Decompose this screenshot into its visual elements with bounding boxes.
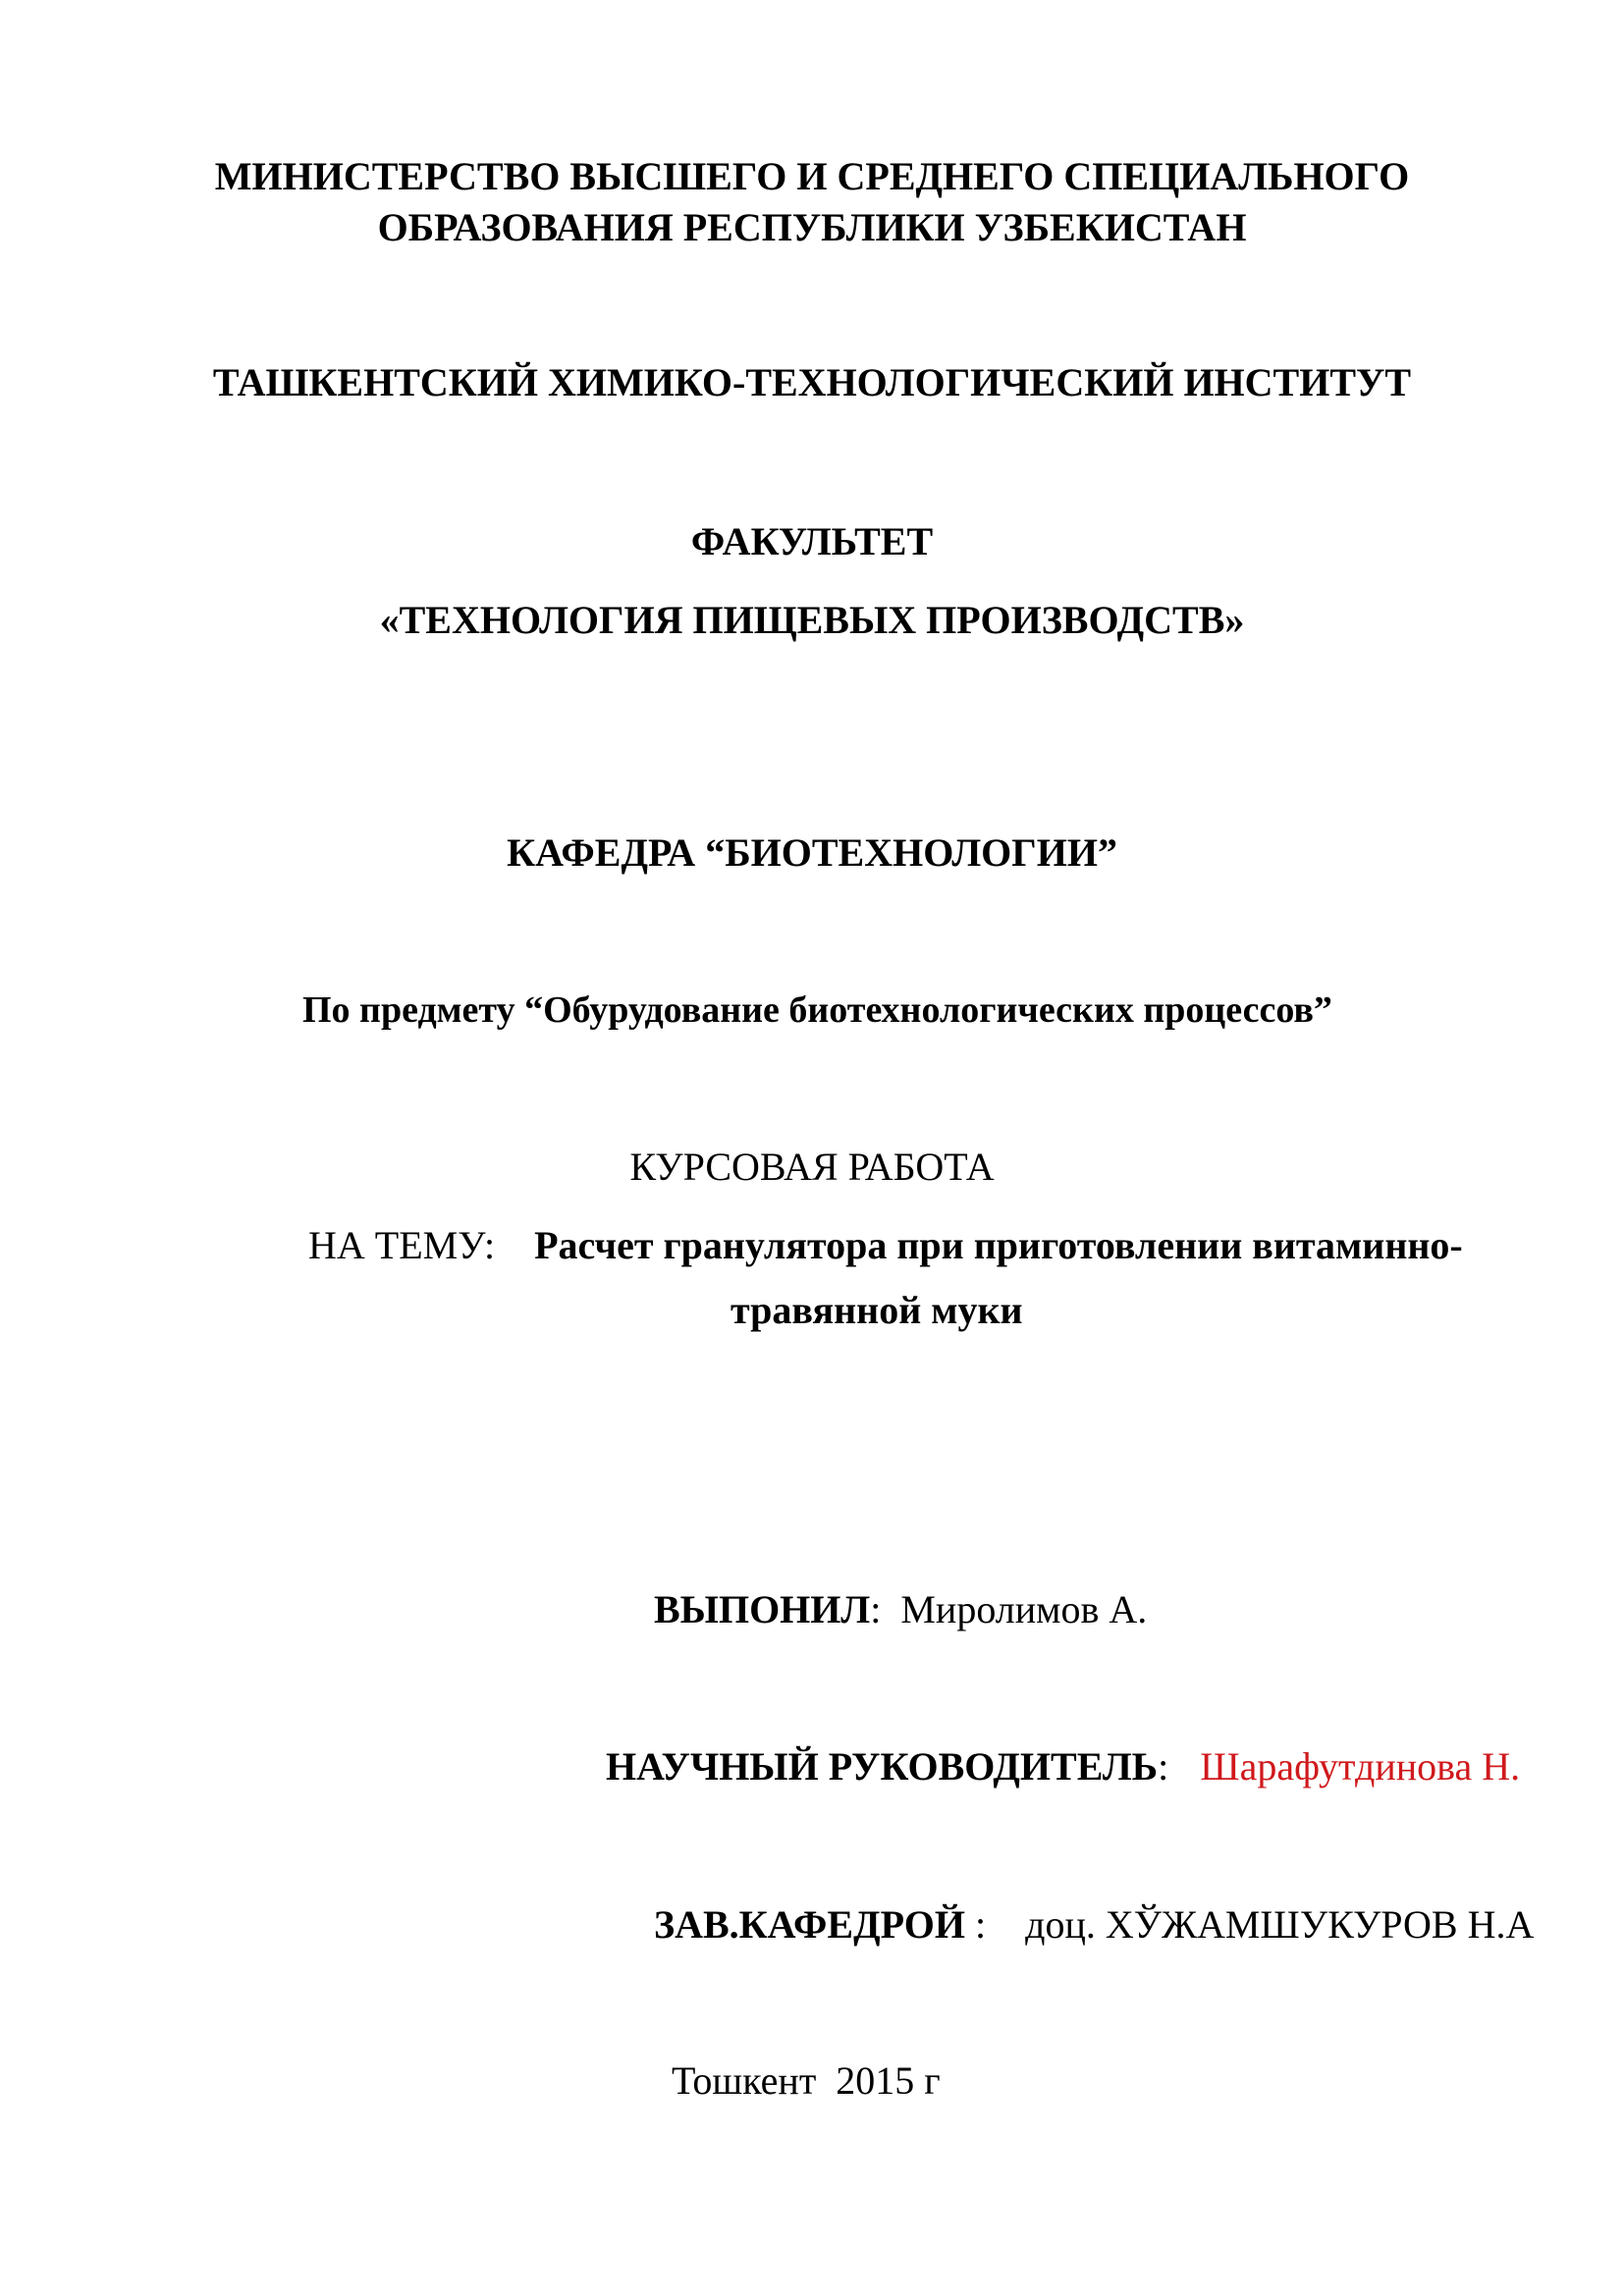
department-name: КАФЕДРА “БИОТЕХНОЛОГИИ” xyxy=(507,830,1117,875)
faculty-label: ФАКУЛЬТЕТ xyxy=(690,519,934,563)
author-separator: : xyxy=(870,1587,882,1631)
author-label: ВЫПОНИЛ xyxy=(654,1587,871,1631)
supervisor-separator: : xyxy=(1158,1744,1169,1789)
faculty-name: «ТЕХНОЛОГИЯ ПИЩЕВЫХ ПРОИЗВОДСТВ» xyxy=(379,598,1245,642)
author-name: Миролимов А. xyxy=(900,1587,1148,1631)
topic-line-2: травянной муки xyxy=(731,1288,1023,1332)
city-year: Тошкент 2015 г xyxy=(672,2058,941,2103)
supervisor-name: Шарафутдинова Н. xyxy=(1200,1744,1521,1789)
head-name: доц. ХЎЖАМШУКУРОВ Н.А xyxy=(1025,1902,1535,1947)
topic-label: НА ТЕМУ: xyxy=(308,1223,496,1267)
head-row xyxy=(654,1901,1534,1949)
supervisor-row xyxy=(606,1743,1520,1790)
topic-row xyxy=(308,1222,1463,1269)
topic-line-1: Расчет гранулятора при приготовлении витаминно- xyxy=(534,1223,1463,1267)
institute-name: ТАШКЕНТСКИЙ ХИМИКО-ТЕХНОЛОГИЧЕСКИЙ ИНСТИТУТ xyxy=(212,360,1412,404)
author-row xyxy=(654,1586,1147,1633)
head-label: ЗАВ.КАФЕДРОЙ xyxy=(654,1902,966,1947)
head-separator: : xyxy=(965,1902,987,1947)
ministry-line-2: ОБРАЗОВАНИЯ РЕСПУБЛИКИ УЗБЕКИСТАН xyxy=(377,205,1247,249)
supervisor-label: НАУЧНЫЙ РУКОВОДИТЕЛЬ xyxy=(606,1744,1159,1789)
work-type: КУРСОВАЯ РАБОТА xyxy=(629,1145,995,1189)
ministry-line-1: МИНИСТЕРСТВО ВЫСШЕГО И СРЕДНЕГО СПЕЦИАЛЬНОГО xyxy=(214,154,1410,198)
subject-line: По предмету “Обурудование биотехнологических процессов” xyxy=(302,989,1332,1031)
